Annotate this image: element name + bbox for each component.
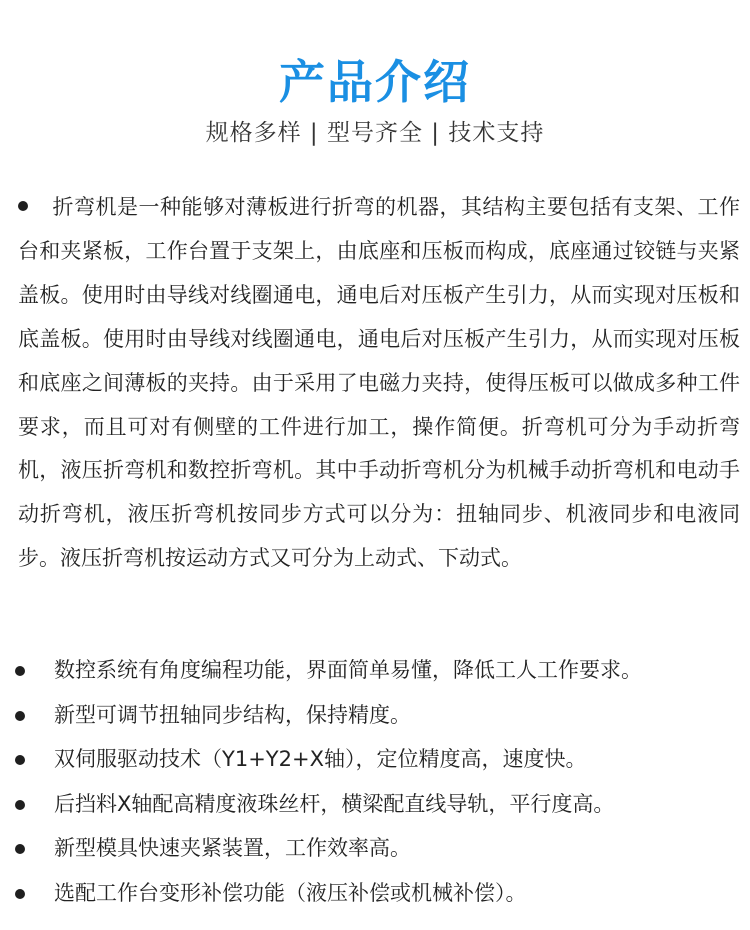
feature-text: 选配工作台变形补偿功能（液压补偿或机械补偿）。	[54, 880, 527, 905]
feature-text: 数控系统有角度编程功能，界面简单易懂，降低工人工作要求。	[54, 658, 642, 682]
header	[0, 52, 750, 150]
feature-text: 后挡料X轴配高精度液珠丝杆，横梁配直线导轨，平行度高。	[54, 791, 615, 816]
bullet-icon	[15, 844, 25, 854]
feature-text: 新型可调节扭轴同步结构，保持精度。	[54, 702, 411, 727]
bullet-icon	[15, 666, 25, 676]
intro-paragraph	[18, 186, 740, 581]
intro-text: 折弯机是一种能够对薄板进行折弯的机器，其结构主要包括有支架、工作台和夹紧板，工作台置于支架上，由底座和压板而构成，底座通过铰链与夹紧盖板。使用时由导线对线圈通电，通电后对压板产生引力，从而实现对压板和底盖板。使用时由导线对线圈通电，通电后对压板产生引力，从而实现对压板和底座之间薄板的夹持。由于采用了电磁力夹持，使得压板可以做成多种工件要求，而且可对有侧壁的工件进行加工，操作简便。折弯机可分为手动折弯机，液压折弯机和数控折弯机。其中手动折弯机分为机械手动折弯机和电动手动折弯机，液压折弯机按同步方式可以分为：扭轴同步、机液同步和电液同步。液压折弯机按运动方式又可分为上动式、下动式。	[18, 195, 740, 571]
feature-item	[0, 737, 750, 782]
feature-text: 新型模具快速夹紧装置，工作效率高。	[54, 836, 411, 861]
feature-item	[0, 826, 750, 871]
bullet-icon	[15, 711, 25, 721]
feature-item	[0, 648, 750, 693]
feature-item	[0, 782, 750, 827]
page-subtitle: 规格多样 | 型号齐全 | 技术支持	[205, 120, 545, 146]
bullet-icon	[15, 755, 25, 765]
bullet-icon	[18, 201, 28, 211]
page-title: 产品介绍	[279, 55, 471, 109]
feature-text: 双伺服驱动技术（Y1+Y2+X轴），定位精度高，速度快。	[54, 747, 587, 772]
bullet-icon	[15, 800, 25, 810]
feature-list	[0, 648, 750, 916]
bullet-icon	[15, 889, 25, 899]
feature-item	[0, 871, 750, 916]
feature-item	[0, 693, 750, 738]
